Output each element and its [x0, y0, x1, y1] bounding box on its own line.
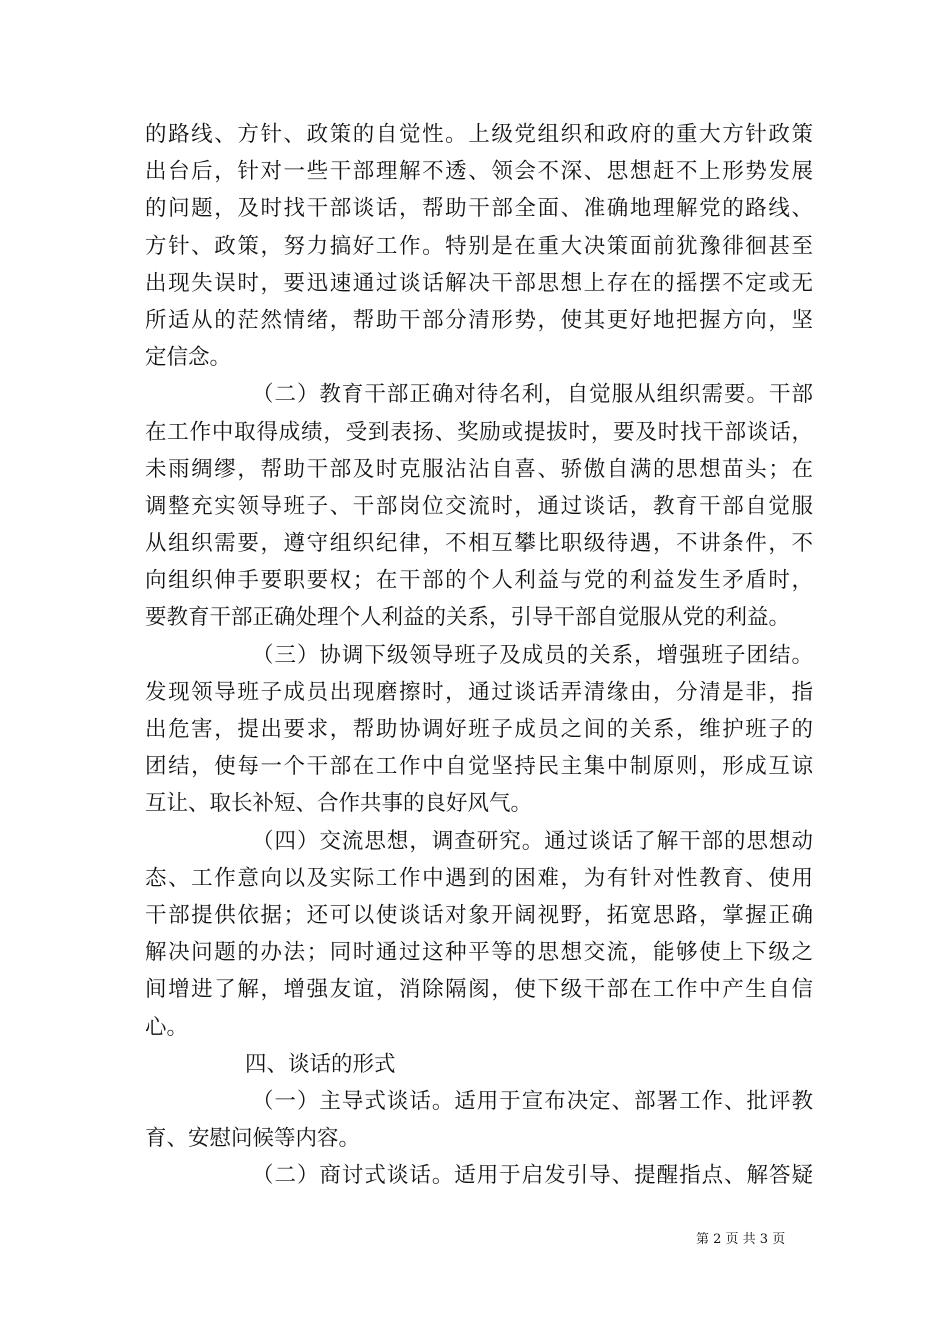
text-line: 在工作中取得成绩，受到表扬、奖励或提拔时，要及时找干部谈话， [145, 419, 813, 445]
section-heading: 四、谈话的形式 [245, 1051, 396, 1077]
text-line: 定信念。 [145, 345, 232, 371]
text-line: 育、安慰问候等内容。 [145, 1126, 361, 1152]
text-line: 出现失误时，要迅速通过谈话解决干部思想上存在的摇摆不定或无 [145, 270, 813, 296]
text-line: 的问题，及时找干部谈话，帮助干部全面、准确地理解党的路线、 [145, 196, 813, 222]
text-line: 所适从的茫然情绪，帮助干部分清形势，使其更好地把握方向，坚 [145, 307, 813, 333]
text-line: 出台后，针对一些干部理解不透、领会不深、思想赶不上形势发展 [145, 159, 813, 185]
paragraph-start-line: （二）教育干部正确对待名利，自觉服从组织需要。干部 [252, 382, 813, 408]
paragraph-start-line: （二）商讨式谈话。适用于启发引导、提醒指点、解答疑 [252, 1163, 813, 1189]
text-line: 的路线、方针、政策的自觉性。上级党组织和政府的重大方针政策 [145, 122, 813, 147]
paragraph-start-line: （一）主导式谈话。适用于宣布决定、部署工作、批评教 [252, 1088, 813, 1114]
text-line: 向组织伸手要职要权；在干部的个人利益与党的利益发生矛盾时， [145, 568, 813, 594]
text-line: 调整充实领导班子、干部岗位交流时，通过谈话，教育干部自觉服 [145, 493, 813, 519]
paragraph-start-line: （三）协调下级领导班子及成员的关系，增强班子团结。 [252, 642, 813, 668]
page-number-footer: 第 2 页 共 3 页 [696, 1232, 786, 1247]
text-line: 出危害，提出要求，帮助协调好班子成员之间的关系，维护班子的 [145, 717, 813, 742]
document-body [145, 116, 813, 1194]
text-line: 态、工作意向以及实际工作中遇到的困难，为有针对性教育、使用 [145, 865, 813, 891]
text-line: 互让、取长补短、合作共事的良好风气。 [145, 791, 533, 817]
text-line: 方针、政策，努力搞好工作。特别是在重大决策面前犹豫徘徊甚至 [145, 233, 813, 259]
text-line: 未雨绸缪，帮助干部及时克服沾沾自喜、骄傲自满的思想苗头；在 [145, 456, 813, 482]
text-line: 从组织需要，遵守组织纪律，不相互攀比职级待遇，不讲条件，不 [145, 531, 813, 557]
text-line: 心。 [145, 1014, 189, 1040]
text-line: 团结，使每一个干部在工作中自觉坚持民主集中制原则，形成互谅 [145, 754, 813, 780]
text-line: 间增进了解，增强友谊，消除隔阂，使下级干部在工作中产生自信 [145, 977, 813, 1003]
text-line: 解决问题的办法；同时通过这种平等的思想交流，能够使上下级之 [145, 940, 813, 966]
text-line: 干部提供依据；还可以使谈话对象开阔视野，拓宽思路，掌握正确 [145, 902, 813, 928]
text-line: 要教育干部正确处理个人利益的关系，引导干部自觉服从党的利益。 [145, 605, 791, 631]
paragraph-start-line: （四）交流思想，调查研究。通过谈话了解干部的思想动 [252, 828, 813, 854]
text-line: 发现领导班子成员出现磨擦时，通过谈话弄清缘由，分清是非，指 [145, 679, 813, 705]
